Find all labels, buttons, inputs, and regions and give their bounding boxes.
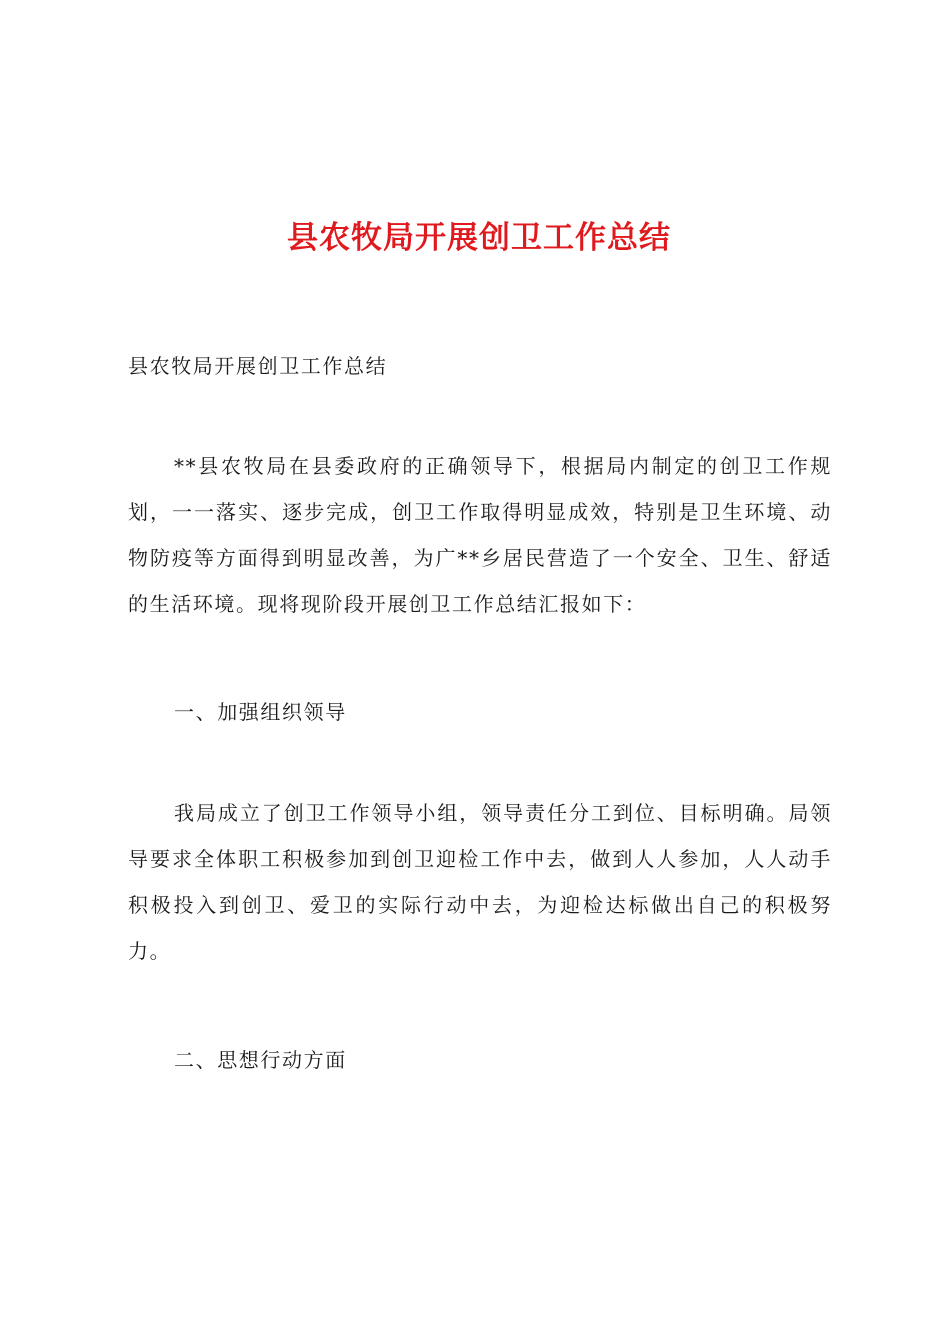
section-paragraph-organization: 我局成立了创卫工作领导小组，领导责任分工到位、目标明确。局领导要求全体职工积极参加到创卫迎检工作中去，做到人人参加，人人动手积极投入到创卫、爱卫的实际行动中去，为迎检达标做出自己的积极努力。 bbox=[128, 801, 832, 963]
document-subtitle: 县农牧局开展创卫工作总结 bbox=[128, 354, 388, 378]
intro-paragraph: **县农牧局在县委政府的正确领导下，根据局内制定的创卫工作规划，一一落实、逐步完成，创卫工作取得明显成效，特别是卫生环境、动物防疫等方面得到明显改善，为广**乡居民营造了一个安全、卫生、舒适的生活环境。现将现阶段开展创卫工作总结汇报如下： bbox=[128, 454, 832, 616]
section-heading-organization: 一、加强组织领导 bbox=[174, 700, 347, 724]
section-heading-ideology: 二、思想行动方面 bbox=[174, 1048, 347, 1072]
document-title: 县农牧局开展创卫工作总结 bbox=[287, 220, 671, 256]
